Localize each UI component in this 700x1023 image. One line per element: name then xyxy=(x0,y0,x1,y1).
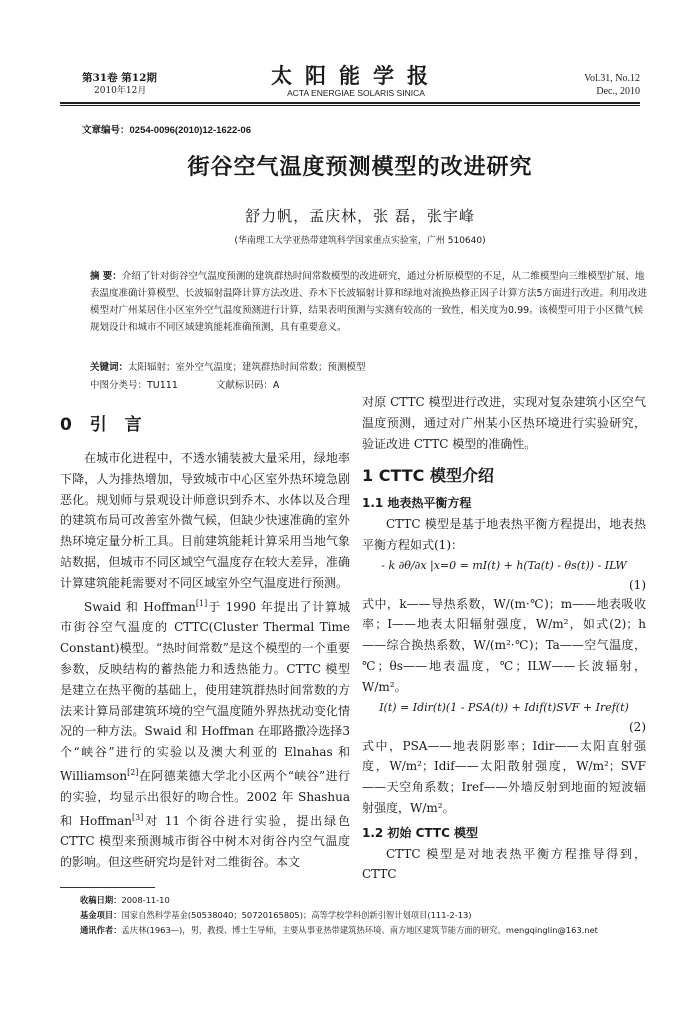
footnote-label: 收稿日期： xyxy=(80,895,122,905)
journal-masthead xyxy=(240,64,472,99)
keywords-label: 关键词： xyxy=(90,362,129,373)
text-run: 于 1990 年提出了计算城市街谷空气温度的 CTTC(Cluster Thermal Time Constant)模型。“热时间常数”是这个模型的一个重要参数，反映结构的蓄热能力和透热能力。CTTC 模型是建立在热平衡的基础上，使用建筑群热时间常数的方法来计算局部建筑环境的空气温度随外界热扰动变化情况的一种方法。Swaid 和 Hoffman 在耶路撒冷选择3个“峡谷”进行的实验以及澳大利亚的 Elnahas 和 Williamson xyxy=(60,599,350,783)
footnote-value: 国家自然科学基金(50538040；50720165805)；高等学校学科创新引智计划项目(111-2-13) xyxy=(121,910,472,920)
intro-paragraph-1: 在城市化进程中，不透水铺装被大量采用，绿地率下降，人为排热增加，导致城市中心区室外热环境急剧恶化。规划师与景观设计师意识到乔木、水体以及合理的建筑布局可改善室外微气候，但缺少快速准确的室外热环境定量分析工具。目前建筑能耗计算采用当地气象站数据，但城市不同区域空气温度存在较大差异，准确计算建筑能耗需要对不同区域室外空气温度进行预测。 xyxy=(60,451,350,590)
journal-title-en: ACTA ENERGIAE SOLARIS SINICA xyxy=(287,88,425,98)
text-run: Swaid 和 Hoffman xyxy=(84,599,196,614)
section-1-2-paragraph: CTTC 模型是对地表热平衡方程推导得到，CTTC xyxy=(362,846,646,882)
right-column xyxy=(362,392,646,885)
equation-2-number: (2) xyxy=(629,719,646,734)
left-column xyxy=(60,448,350,873)
article-number: 文章编号：0254-0096(2010)12-1622-06 xyxy=(82,125,251,136)
header-date-cn: 2010年12月 xyxy=(94,86,147,96)
equation-1: - k ∂θ/∂x |x=0 = mI(t) + h(Ta(t) - θs(t)) - ILW xyxy=(381,558,627,572)
equation-1-definitions: 式中，k——导热系数，W/(m·℃)；m——地表吸收率；I——地表太阳辐射强度，W/m²，如式(2)；h——综合换热系数，W/(m²·℃)；Ta——空气温度，℃；θs——地表温度，℃；ILW——长波辐射，W/m²。 xyxy=(362,596,646,694)
keywords-text: 太阳辐射；室外空气温度；建筑群热时间常数；预测模型 xyxy=(128,362,366,373)
document-code: 文献标识码：A xyxy=(215,380,280,391)
footnote-divider xyxy=(60,887,155,888)
header-divider xyxy=(60,102,640,106)
author-list: 舒力帆，孟庆林，张 磊，张宇峰 xyxy=(245,207,475,225)
footnote-value: 2008-11-10 xyxy=(121,895,170,905)
header-volume-info xyxy=(82,72,157,98)
footnote-fund xyxy=(80,908,660,923)
classification-line xyxy=(90,377,317,391)
text-run: 在阿德莱德大学北小区两个“峡谷”进行的实验，均显示出很好的吻合性。2002 年 Shashua 和 Hoffman xyxy=(60,768,350,828)
header-volume-info-en xyxy=(584,72,640,98)
keywords xyxy=(90,359,366,373)
header-date-en: Dec., 2010 xyxy=(596,86,640,97)
section-1-heading: 1 CTTC 模型介绍 xyxy=(362,466,494,486)
intro-paragraph-2 xyxy=(60,594,350,873)
affiliation: (华南理工大学亚热带建筑科学国家重点实验室，广州 510640) xyxy=(234,236,486,246)
citation-2[interactable]: [2] xyxy=(127,767,139,777)
equation-2-definitions: 式中，PSA——地表阴影率；Idir——太阳直射强度，W/m²；Idif——太阳散射强度，W/m²；SVF——天空角系数；Iref——外墙反射到地面的短波辐射强度，W/m²。 xyxy=(362,738,646,815)
footnote-label: 通讯作者： xyxy=(80,925,122,935)
subsection-1-1-heading: 1.1 地表热平衡方程 xyxy=(362,496,472,511)
citation-3[interactable]: [3] xyxy=(132,812,144,822)
section-0-heading: 0 引 言 xyxy=(60,415,148,435)
footnote-received xyxy=(80,893,660,908)
abstract xyxy=(90,268,650,336)
footnotes xyxy=(80,893,660,938)
footnote-value: 孟庆林(1963—)，男，教授、博士生导师，主要从事亚热带建筑热环境、南方地区建筑节能方面的研究。mengqinglin@163.net xyxy=(121,925,598,935)
header-vol-issue-cn: 第31卷 第12期 xyxy=(82,72,157,84)
text-run: 对 11 个街谷进行实验，提出绿色 CTTC 模型来预测城市街谷中树木对街谷内空气温度的影响。但这些研究均是针对二维街谷。本文 xyxy=(60,813,350,870)
section-1-1-paragraph: CTTC 模型是基于地表热平衡方程提出，地表热平衡方程如式(1)： xyxy=(362,516,646,552)
equation-2: I(t) = Idir(t)(1 - PSA(t)) + Idif(t)SVF + Iref(t) xyxy=(379,700,629,714)
abstract-label: 摘 要： xyxy=(90,271,122,282)
citation-1[interactable]: [1] xyxy=(195,598,208,608)
paper-title: 街谷空气温度预测模型的改进研究 xyxy=(187,155,533,180)
intro-paragraph-3: 对原 CTTC 模型进行改进，实现对复杂建筑小区空气温度预测，通过对广州某小区热环境进行实验研究，验证改进 CTTC 模型的准确性。 xyxy=(362,395,646,451)
footnote-corresponding xyxy=(80,923,660,938)
abstract-text: 介绍了针对街谷空气温度预测的建筑群热时间常数模型的改进研究，通过分析原模型的不足，从二维模型向三维模型扩展、地表温度准确计算模型、长波辐射温降计算方法改进、乔木下长波辐射计算和绿地对流换热修正因子计算方法5方面进行改进。利用改进模型对广州某居住小区室外空气温度预测进行计算，结果表明预测与实测有较高的一致性，相关度为0.99。该模型可用于小区微气候规划设计和城市不同区域建筑能耗准确预测，具有重要意义。 xyxy=(90,271,648,333)
clc-number: 中图分类号：TU111 xyxy=(90,380,178,391)
header-vol-issue-en: Vol.31, No.12 xyxy=(584,73,640,84)
footnote-label: 基金项目： xyxy=(80,910,122,920)
journal-title-cn: 太阳能学报 xyxy=(271,63,441,88)
subsection-1-2-heading: 1.2 初始 CTTC 模型 xyxy=(362,825,479,840)
equation-1-number: (1) xyxy=(629,577,646,592)
